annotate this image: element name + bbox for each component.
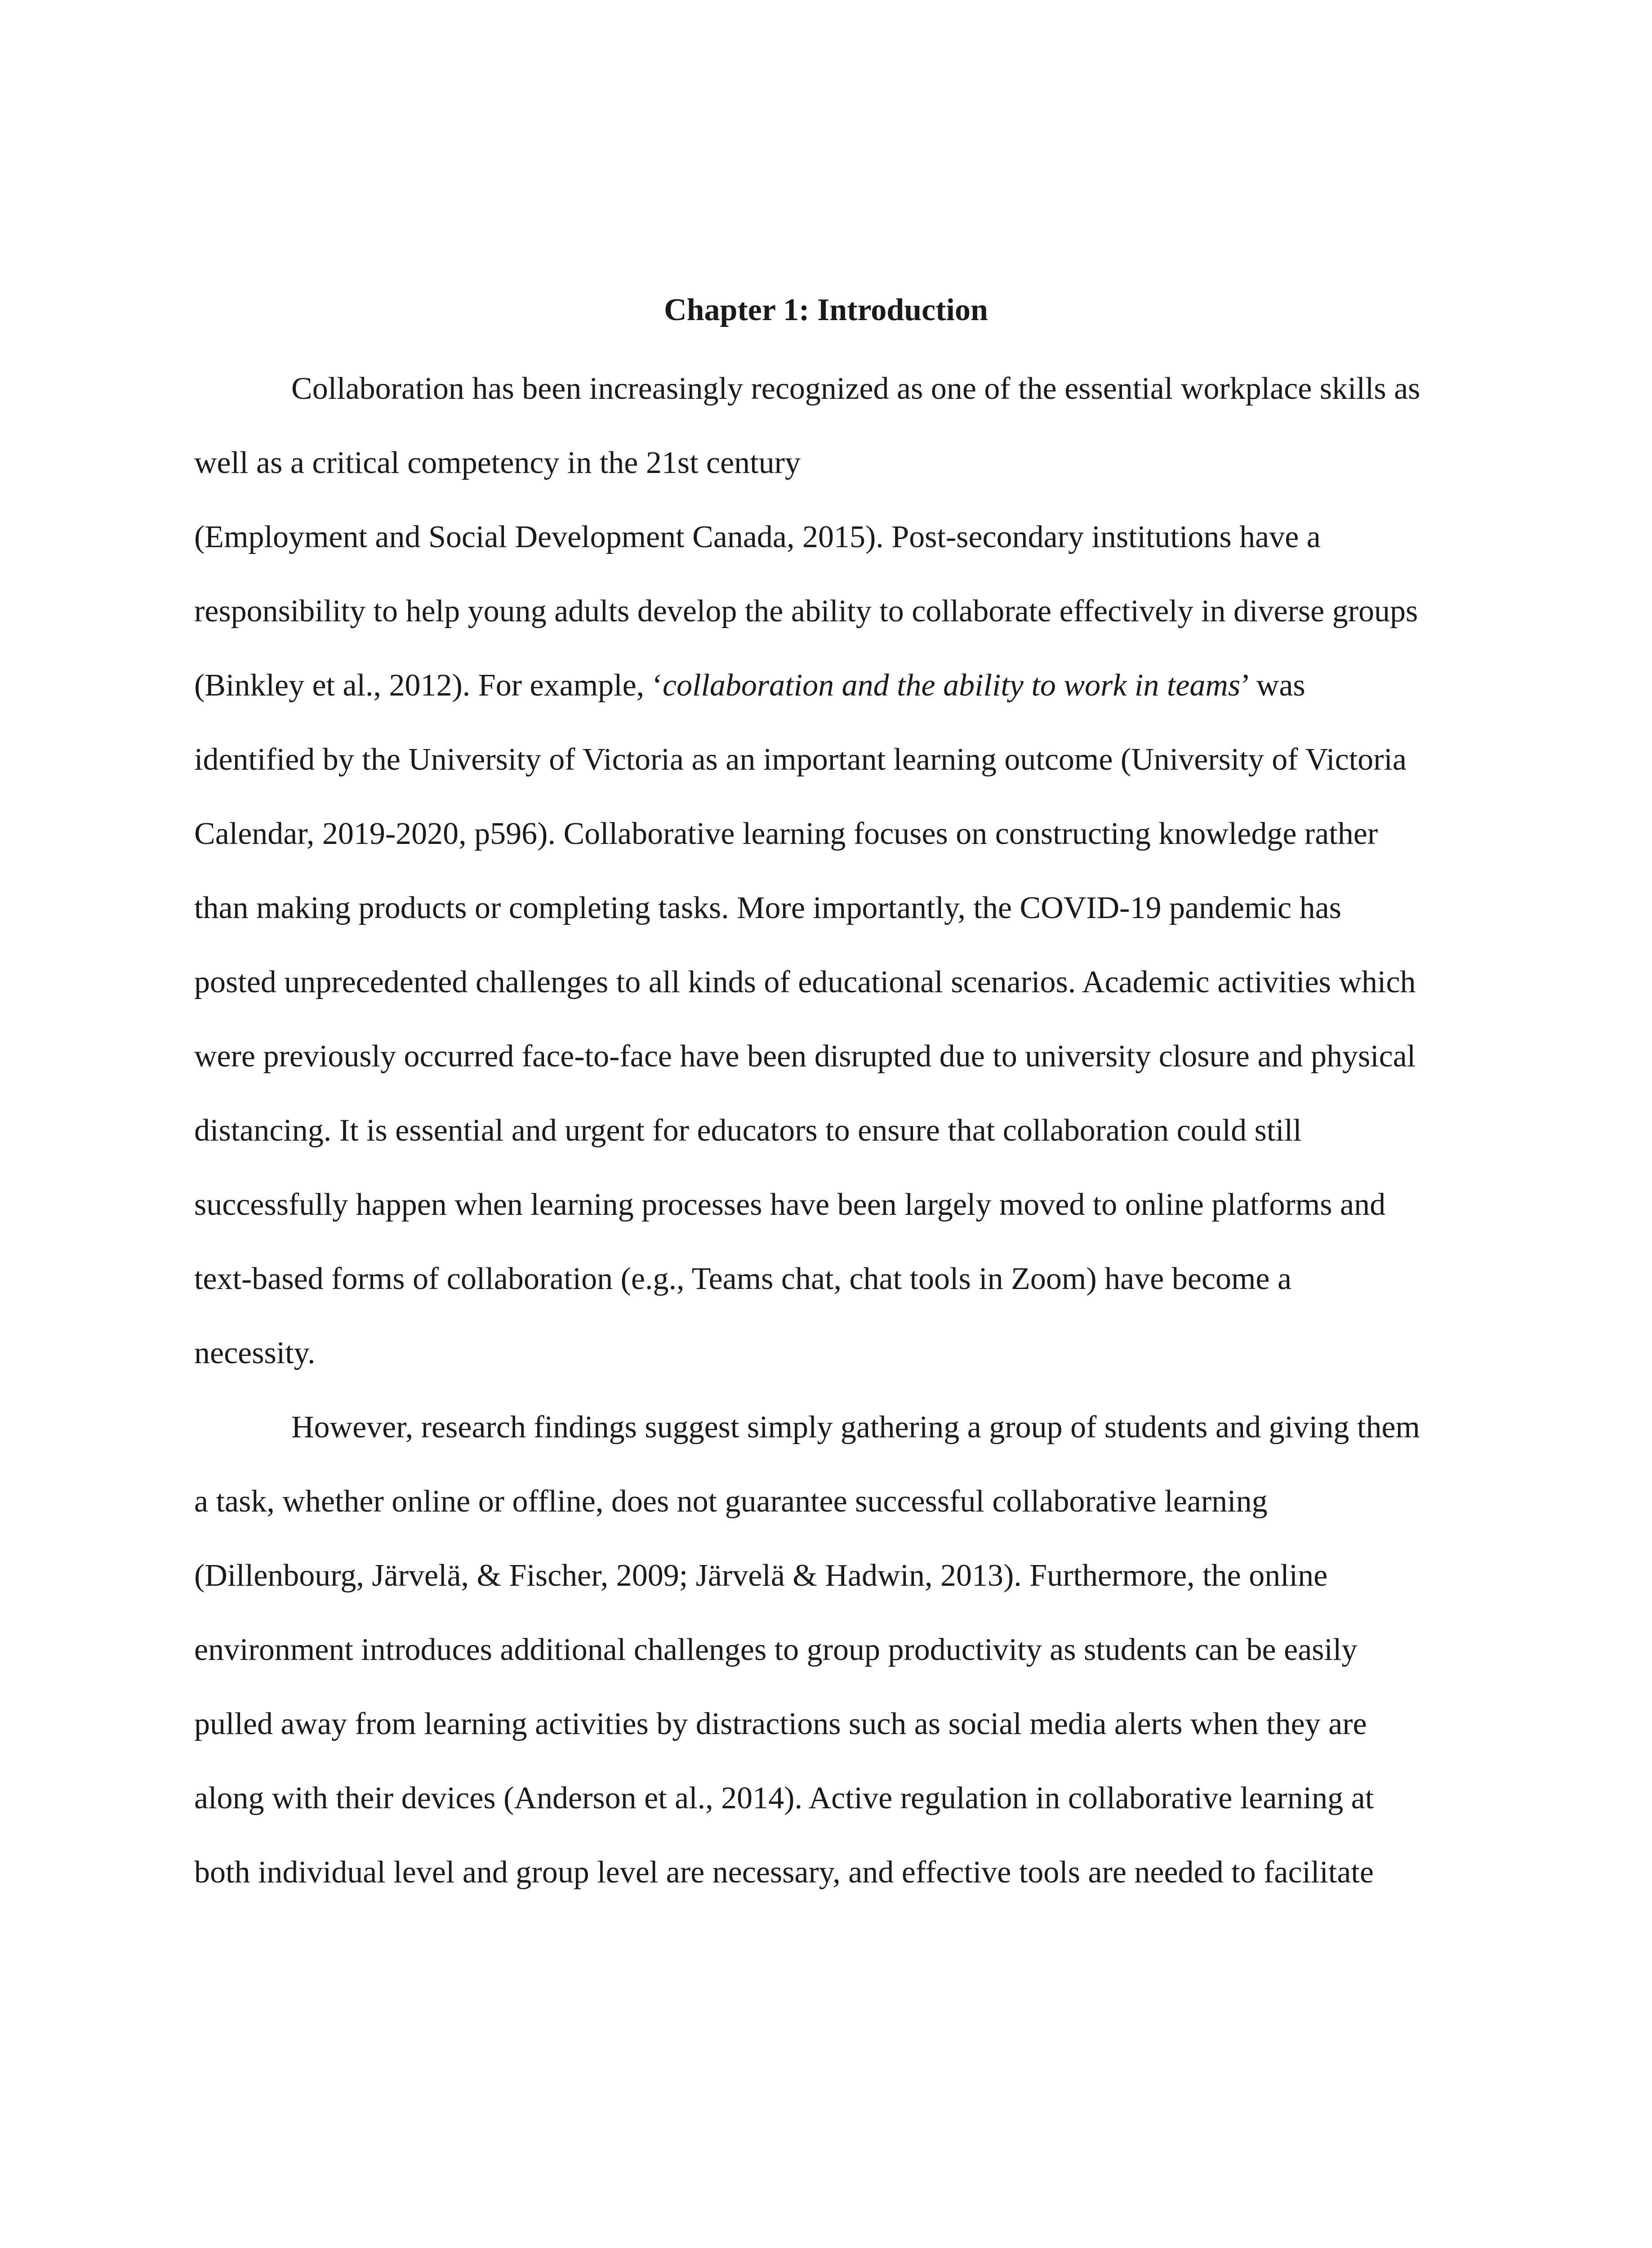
paragraph-line: Collaboration has been increasingly recognized as one of the essential workplace skills as bbox=[291, 371, 1420, 406]
paragraph-line: identified by the University of Victoria as an important learning outcome (University of Victoria bbox=[194, 742, 1407, 777]
line-text: (Binkley et al., 2012). For example, ‘ bbox=[194, 668, 663, 703]
paragraph-line: (Dillenbourg, Järvelä, & Fischer, 2009; Järvelä & Hadwin, 2013). Furthermore, the online bbox=[194, 1558, 1328, 1593]
paragraph-line: responsibility to help young adults develop the ability to collaborate effectively in diverse groups bbox=[194, 594, 1418, 629]
paragraph-line: However, research findings suggest simply gathering a group of students and giving them bbox=[291, 1410, 1420, 1445]
paragraph-line: (Employment and Social Development Canada, 2015). Post-secondary institutions have a bbox=[194, 520, 1321, 554]
paragraph-line: a task, whether online or offline, does not guarantee successful collaborative learning bbox=[194, 1484, 1268, 1519]
paragraph-line bbox=[194, 663, 1305, 708]
paragraph-line: along with their devices (Anderson et al., 2014). Active regulation in collaborative learning at bbox=[194, 1781, 1374, 1815]
paragraph-line: posted unprecedented challenges to all kinds of educational scenarios. Academic activities which bbox=[194, 965, 1416, 999]
paragraph-line: well as a critical competency in the 21st century bbox=[194, 446, 801, 480]
paragraph-line: both individual level and group level are necessary, and effective tools are needed to facilitate bbox=[194, 1855, 1374, 1890]
chapter-title: Chapter 1: Introduction bbox=[664, 293, 988, 327]
paragraph-line: pulled away from learning activities by distractions such as social media alerts when they are bbox=[194, 1707, 1367, 1741]
italic-quote: collaboration and the ability to work in teams bbox=[662, 668, 1241, 703]
paragraph-line: than making products or completing tasks. More importantly, the COVID-19 pandemic has bbox=[194, 891, 1341, 925]
paragraph-line: distancing. It is essential and urgent for educators to ensure that collaboration could still bbox=[194, 1113, 1302, 1148]
line-text: ’ was bbox=[1240, 668, 1305, 703]
paragraph-line: text-based forms of collaboration (e.g., Teams chat, chat tools in Zoom) have become a bbox=[194, 1262, 1292, 1296]
paragraph-line: were previously occurred face-to-face have been disrupted due to university closure and physical bbox=[194, 1039, 1416, 1074]
paragraph-line: successfully happen when learning processes have been largely moved to online platforms and bbox=[194, 1187, 1386, 1222]
paragraph-line: Calendar, 2019-2020, p596). Collaborative learning focuses on constructing knowledge rather bbox=[194, 816, 1378, 851]
paragraph-line: environment introduces additional challenges to group productivity as students can be easily bbox=[194, 1632, 1358, 1667]
paragraph-line: necessity. bbox=[194, 1336, 316, 1370]
